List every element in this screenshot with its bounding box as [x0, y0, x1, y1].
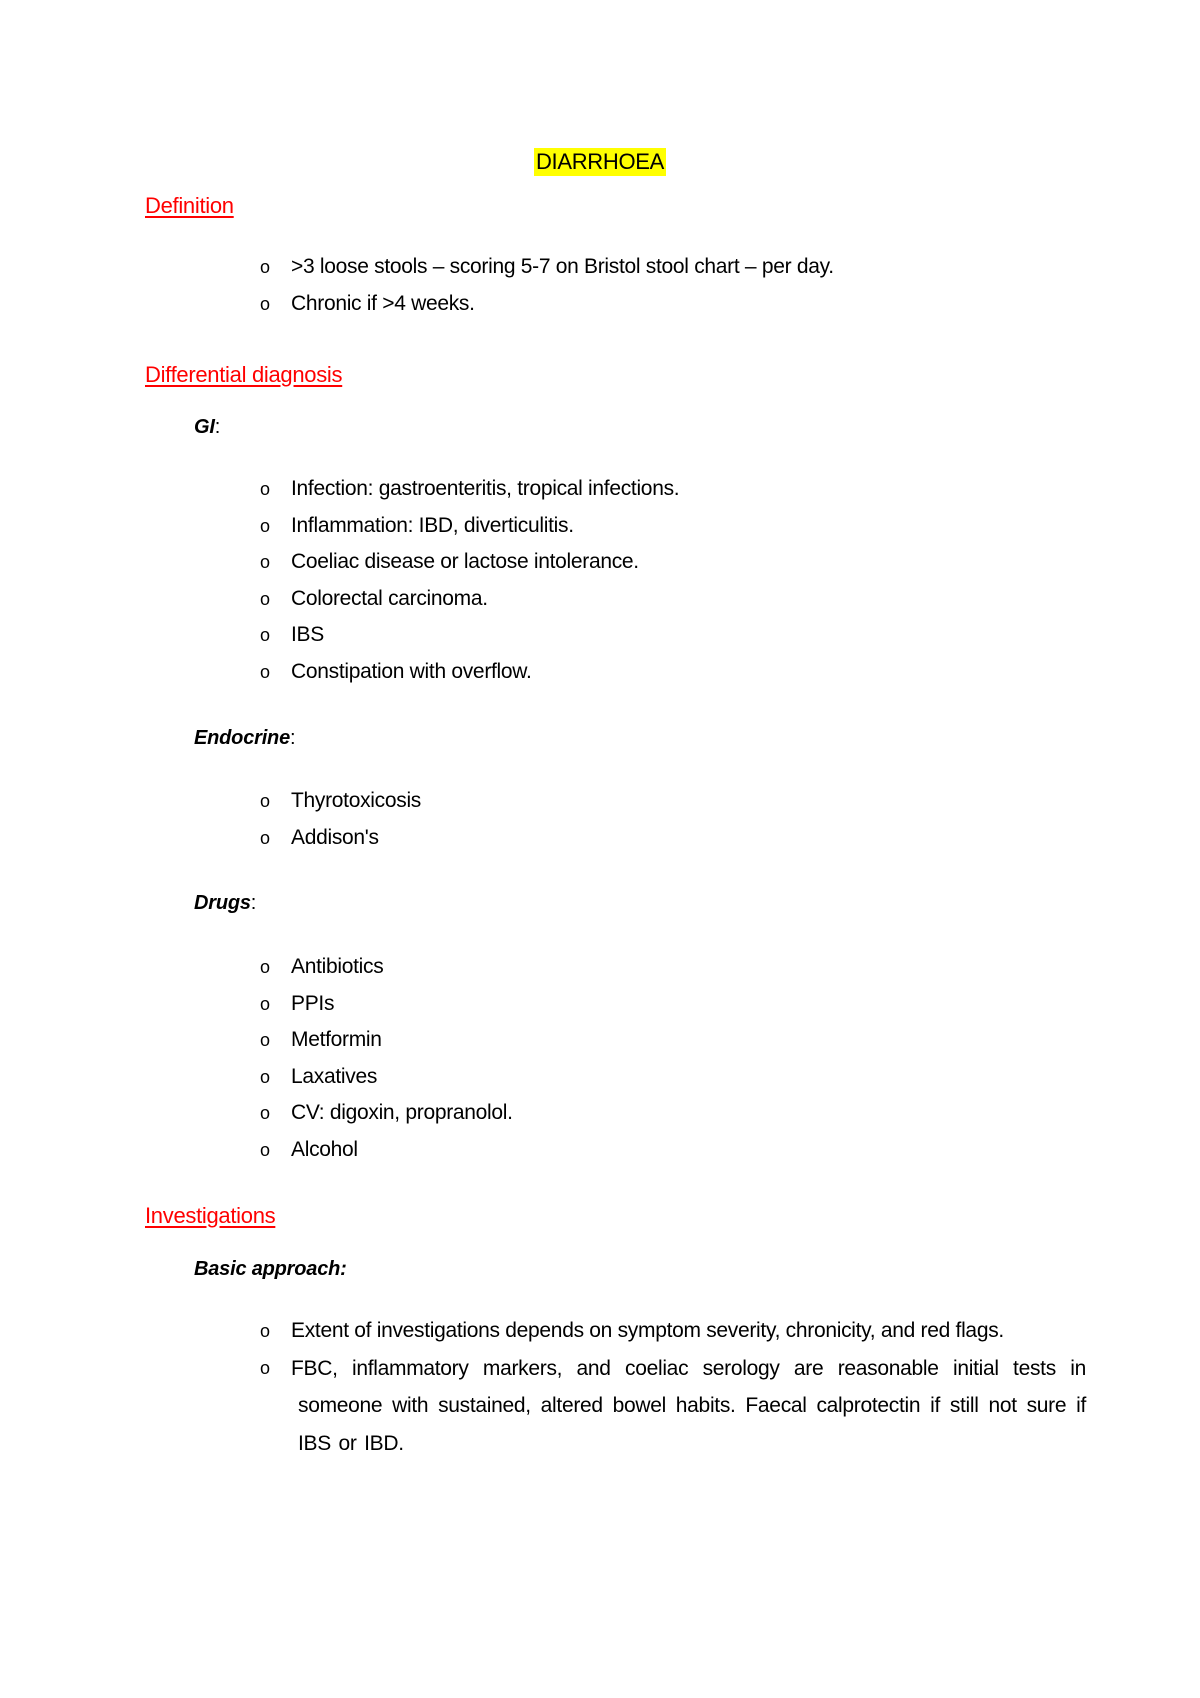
list-item: o >3 loose stools – scoring 5-7 on Bristol stool chart – per day. [0, 249, 1081, 286]
bullet-icon: o [260, 661, 270, 682]
investigations-heading: Investigations [145, 1203, 276, 1228]
bullet-icon: o [260, 1103, 270, 1123]
list-item: o Metformin [0, 1022, 1081, 1059]
bullet-icon: o [260, 515, 270, 536]
list-item: o CV: digoxin, propranolol. [0, 1095, 1081, 1132]
bullet-icon: o [260, 1321, 270, 1341]
bullet-icon: o [260, 257, 270, 277]
endocrine-list [0, 783, 1081, 856]
list-item: o Inflammation: IBD, diverticulitis. [0, 508, 1081, 545]
bullet-icon: o [260, 293, 270, 314]
list-item: o PPIs [0, 986, 1081, 1023]
list-item: o Extent of investigations depends on symptom severity, chronicity, and red flags. [0, 1313, 1081, 1350]
gi-subheading: GI: [194, 416, 221, 438]
bullet-icon: o [260, 625, 270, 645]
bullet-icon: o [260, 1357, 270, 1378]
bullet-icon: o [260, 957, 270, 977]
title-container [0, 148, 1200, 176]
list-item: o Colorectal carcinoma. [0, 581, 1081, 618]
list-item: o IBS [0, 617, 1081, 654]
bullet-icon: o [260, 1139, 270, 1160]
investigations-list [0, 1313, 1086, 1462]
bullet-icon: o [260, 791, 270, 811]
bullet-icon: o [260, 993, 270, 1014]
bullet-icon: o [260, 552, 270, 572]
gi-list [0, 471, 1081, 690]
basic-approach-subheading: Basic approach: [194, 1258, 347, 1280]
list-item: o Alcohol [0, 1132, 1081, 1169]
drugs-list [0, 949, 1081, 1168]
list-item: o Infection: gastroenteritis, tropical infections. [0, 471, 1081, 508]
endocrine-subheading: Endocrine: [194, 727, 296, 749]
list-item: o Thyrotoxicosis [0, 783, 1081, 820]
bullet-icon: o [260, 827, 270, 848]
list-item: o Addison's [0, 820, 1081, 857]
page-title: DIARRHOEA [535, 149, 665, 174]
list-item: o FBC, inflammatory markers, and coeliac serology are reasonable initial tests in someone with sustained, altered bowel habits. Faecal calprotectin if still not sure if IBS or IBD. [0, 1350, 1086, 1463]
list-item: o Coeliac disease or lactose intolerance. [0, 544, 1081, 581]
definition-list [0, 249, 1081, 322]
list-item: o Antibiotics [0, 949, 1081, 986]
bullet-icon: o [260, 479, 270, 499]
definition-heading: Definition [145, 193, 234, 218]
drugs-subheading: Drugs: [194, 892, 257, 914]
bullet-icon: o [260, 588, 270, 609]
list-item: o Laxatives [0, 1059, 1081, 1096]
bullet-icon: o [260, 1030, 270, 1050]
list-item: o Chronic if >4 weeks. [0, 286, 1081, 323]
list-item: o Constipation with overflow. [0, 654, 1081, 691]
bullet-icon: o [260, 1066, 270, 1087]
differential-heading: Differential diagnosis [145, 362, 343, 387]
